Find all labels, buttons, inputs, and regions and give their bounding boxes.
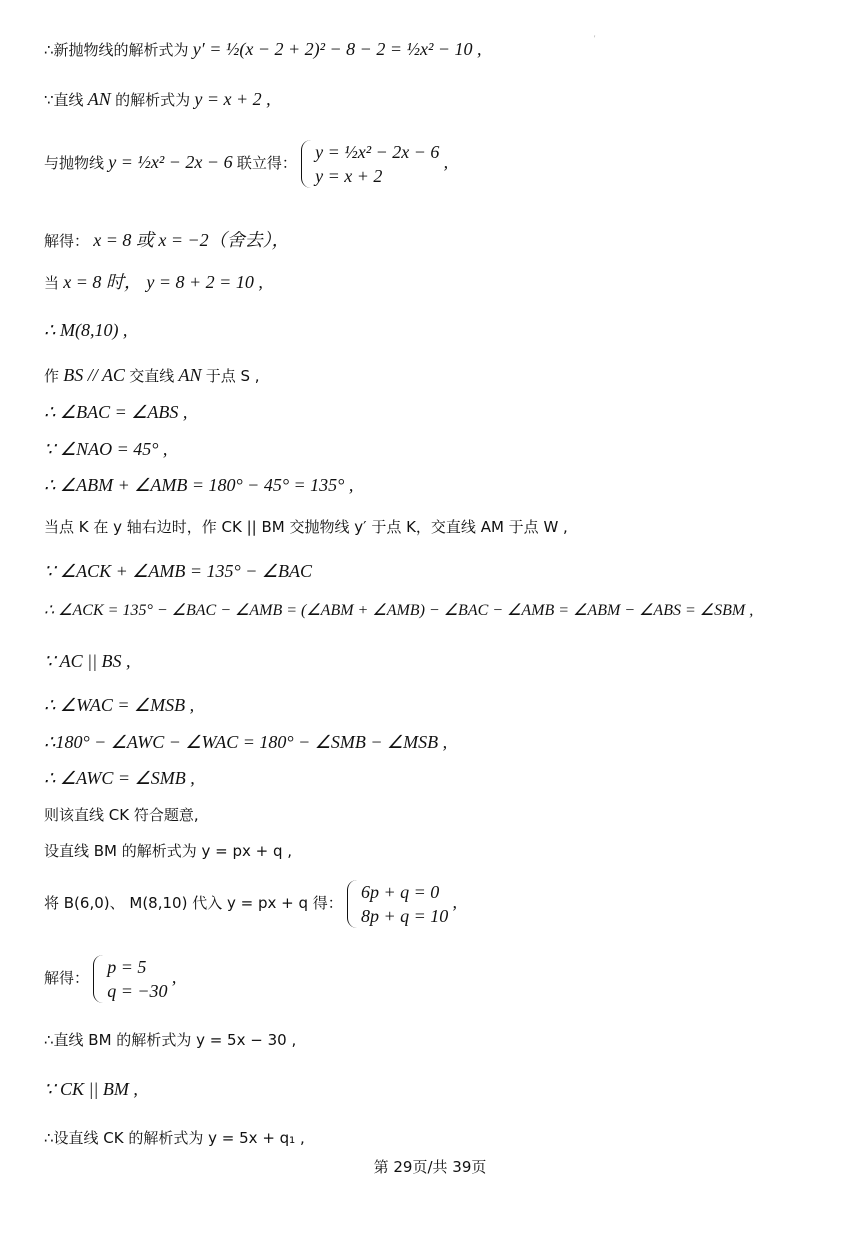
line-2-pre: ∵直线	[44, 91, 84, 109]
stray-dot: '	[594, 34, 596, 43]
line-4	[44, 229, 290, 252]
line-22	[44, 1029, 296, 1051]
line-23	[44, 1078, 138, 1101]
line-3	[44, 140, 448, 188]
line-24-text: ∴设直线 CK 的解析式为 y = 5x + q₁ ,	[44, 1129, 305, 1147]
system-3-eq-2: q = −30	[107, 981, 168, 1001]
line-7-post: 交直线	[129, 367, 175, 385]
line-1	[44, 38, 482, 61]
line-7-math2: AN	[178, 365, 202, 385]
line-7-math: BS // AC	[63, 365, 125, 385]
line-21-pre: 解得：	[44, 968, 90, 987]
line-7-pre: 作	[44, 367, 60, 385]
line-6-math: ∴ M(8,10) ,	[44, 320, 128, 340]
line-11	[44, 516, 568, 538]
system-1-eq-1: y = ½x² − 2x − 6	[315, 142, 440, 162]
line-2-post: 的解析式为	[115, 91, 191, 109]
line-20	[44, 880, 457, 928]
equation-system-3	[93, 955, 167, 1003]
page-footer: 第 29页/共 39页	[373, 1158, 487, 1176]
line-2	[44, 88, 271, 111]
line-10-math: ∴ ∠ABM + ∠AMB = 180° − 45° = 135° ,	[44, 475, 354, 495]
equation-system-2	[347, 880, 448, 928]
line-10	[44, 474, 353, 497]
line-4-pre: 解得：	[44, 232, 90, 250]
line-13	[44, 600, 753, 622]
line-18-text: 则该直线 CK 符合题意,	[44, 806, 199, 824]
system-1-eq-2: y = x + 2	[315, 166, 383, 186]
line-24	[44, 1127, 305, 1149]
line-3-pre: 与抛物线	[44, 153, 105, 172]
line-5-math: x = 8 时， y = 8 + 2 = 10 ,	[63, 272, 263, 292]
line-17-math: ∴ ∠AWC = ∠SMB ,	[44, 768, 195, 788]
line-1-pre: ∴新抛物线的解析式为	[44, 41, 189, 59]
line-8-math: ∴ ∠BAC = ∠ABS ,	[44, 402, 188, 422]
line-3-post: 联立得：	[236, 153, 297, 172]
line-18	[44, 804, 199, 826]
line-7	[44, 364, 260, 387]
line-12-math: ∵ ∠ACK + ∠AMB = 135° − ∠BAC	[44, 561, 312, 581]
line-16	[44, 731, 447, 754]
line-5	[44, 271, 263, 294]
line-19-text: 设直线 BM 的解析式为 y = px + q ,	[44, 842, 293, 860]
line-20-pre: 将 B(6,0)、 M(8,10) 代入 y = px + q 得：	[44, 893, 343, 912]
system-2-eq-2: 8p + q = 10	[361, 906, 449, 926]
line-2-math2: y = x + 2 ,	[194, 89, 271, 109]
line-21	[44, 955, 176, 1003]
line-20-tail: ,	[452, 891, 458, 912]
line-8	[44, 401, 187, 424]
line-21-tail: ,	[171, 966, 177, 987]
line-17	[44, 767, 195, 790]
line-12	[44, 560, 312, 583]
line-11-text: 当点 K 在 y 轴右边时，作 CK || BM 交抛物线 y′ 于点 K，交直线 AM 于点 W ,	[44, 518, 568, 536]
system-3-eq-1: p = 5	[107, 957, 147, 977]
line-9	[44, 438, 167, 461]
line-14	[44, 650, 131, 673]
line-19	[44, 840, 292, 862]
line-15-math: ∴ ∠WAC = ∠MSB ,	[44, 695, 195, 715]
system-2-eq-1: 6p + q = 0	[361, 882, 440, 902]
line-14-math: ∵ AC || BS ,	[44, 651, 131, 671]
line-15	[44, 694, 194, 717]
line-9-math: ∵ ∠NAO = 45° ,	[44, 439, 168, 459]
line-3-tail: ,	[443, 151, 449, 172]
line-5-pre: 当	[44, 274, 60, 292]
line-3-math: y = ½x² − 2x − 6	[108, 151, 233, 172]
line-23-math: ∵ CK || BM ,	[44, 1079, 138, 1099]
line-2-math: AN	[87, 89, 111, 109]
line-1-math: y′ = ½(x − 2 + 2)² − 8 − 2 = ½x² − 10 ,	[192, 39, 482, 59]
line-13-math: ∴ ∠ACK = 135° − ∠BAC − ∠AMB = (∠ABM + ∠AMB) − ∠BAC − ∠AMB = ∠ABM − ∠ABS = ∠SBM ,	[44, 602, 754, 619]
line-7-post2: 于点 S ,	[205, 367, 260, 385]
line-16-math: ∴180° − ∠AWC − ∠WAC = 180° − ∠SMB − ∠MSB ,	[44, 732, 448, 752]
line-6	[44, 319, 127, 342]
line-22-text: ∴直线 BM 的解析式为 y = 5x − 30 ,	[44, 1031, 297, 1049]
line-4-math: x = 8 或 x = −2（舍去），	[93, 230, 290, 250]
equation-system-1	[301, 140, 439, 188]
